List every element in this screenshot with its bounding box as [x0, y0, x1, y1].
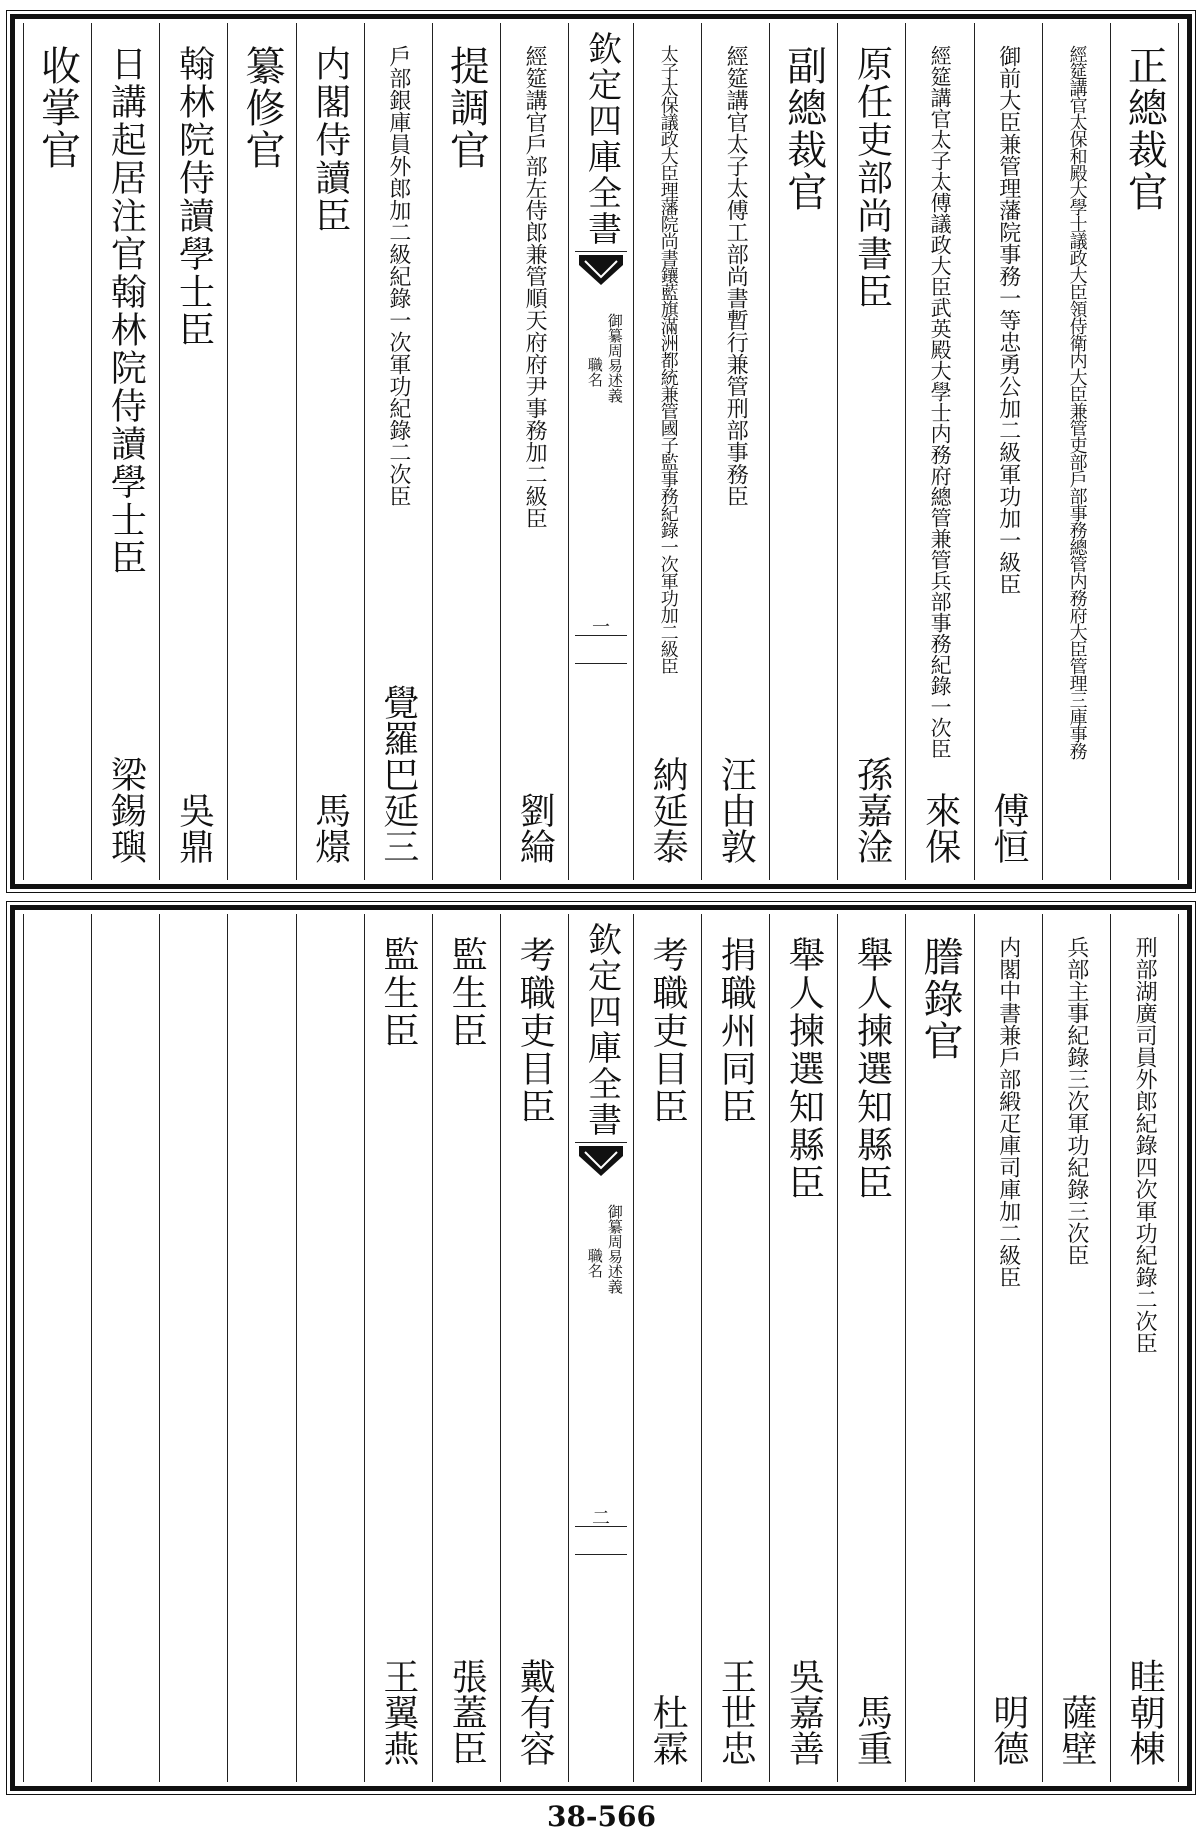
- official-name: 王世忠: [715, 1658, 757, 1766]
- official-name: 納延泰: [647, 756, 689, 864]
- official-title: 内閣中書兼戶部緞疋庫司庫加二級臣: [995, 936, 1021, 1288]
- text-column: [160, 914, 228, 1782]
- official-title: 刑部湖廣司員外郎紀錄四次軍功紀錄二次臣: [1132, 936, 1158, 1354]
- official-title: 捐職州同臣: [715, 936, 757, 1126]
- official-title: 經筵講官太保和殿大學士議政大臣領侍衛内大臣兼管吏部戶部事務總管内務府大臣管理三庫事務: [1066, 45, 1088, 759]
- text-column: [92, 914, 160, 1782]
- text-column: [770, 23, 838, 880]
- official-name: 明德: [987, 1694, 1029, 1766]
- bottom-page-frame: [10, 905, 1192, 1791]
- text-column: [838, 914, 906, 1782]
- official-title: 監生臣: [446, 936, 488, 1050]
- official-title: 舉人揀選知縣臣: [851, 936, 893, 1202]
- official-name: 孫嘉淦: [851, 756, 893, 864]
- official-title: 經筵講官太子太傅工部尚書暫行兼管刑部事務臣: [723, 45, 749, 507]
- text-column: [1043, 23, 1111, 880]
- official-name: 張蓋臣: [446, 1658, 488, 1766]
- top-columns: [23, 23, 1179, 880]
- official-title: 翰林院侍讀學士臣: [173, 45, 215, 349]
- book-title: 欽定四庫全書: [581, 31, 622, 247]
- center-subtitle: 御纂周易述義: [605, 1204, 624, 1294]
- text-column: [1043, 914, 1111, 1782]
- page-number: 38-566: [546, 1800, 657, 1833]
- official-name: 梁錫璵: [105, 756, 147, 864]
- leaf-number: 二: [591, 1508, 610, 1529]
- text-column: [702, 914, 770, 1782]
- official-title: 兵部主事紀錄三次軍功紀錄三次臣: [1063, 936, 1089, 1266]
- book-title: 欽定四庫全書: [581, 922, 622, 1138]
- official-name: 劉綸: [514, 792, 556, 864]
- text-column: [160, 23, 228, 880]
- center-subtitle: 御纂周易述義: [605, 313, 624, 403]
- text-column: [228, 914, 296, 1782]
- text-column: [975, 23, 1043, 880]
- official-name: 傅恒: [987, 792, 1029, 864]
- office-heading: 謄錄官: [917, 936, 963, 1062]
- text-column: [365, 914, 433, 1782]
- official-title: 考職吏目臣: [514, 936, 556, 1126]
- official-title: 原任吏部尚書臣: [851, 45, 893, 311]
- center-section-label: 職名: [585, 357, 604, 387]
- office-heading: 提調官: [443, 45, 490, 171]
- top-page-frame: [10, 14, 1192, 889]
- official-name: 王翼燕: [377, 1658, 419, 1766]
- official-name: 吳嘉善: [783, 1658, 825, 1766]
- official-name: 戴有容: [514, 1658, 556, 1766]
- divider: [575, 1554, 627, 1555]
- text-column: [92, 23, 160, 880]
- center-section-label: 職名: [585, 1248, 604, 1278]
- office-heading: 纂修官: [238, 45, 285, 171]
- official-title: 考職吏目臣: [647, 936, 689, 1126]
- text-column: [975, 914, 1043, 1782]
- text-column: [297, 23, 365, 880]
- official-title: 日講起居注官翰林院侍讀學士臣: [105, 45, 147, 577]
- fishtail-mark-icon: [579, 255, 623, 291]
- text-column: [365, 23, 433, 880]
- text-column: [228, 23, 296, 880]
- text-column: [634, 23, 702, 880]
- official-name: 吳鼎: [173, 792, 215, 864]
- center-fold-column: [569, 23, 634, 880]
- official-title: 御前大臣兼管理藩院事務一等忠勇公加二級軍功加一級臣: [995, 45, 1021, 595]
- divider: [575, 663, 627, 664]
- official-name: 覺羅巴延三: [377, 684, 419, 864]
- text-column: [906, 914, 974, 1782]
- text-column: [501, 23, 569, 880]
- center-fold-column: [569, 914, 634, 1782]
- official-name: 杜霖: [647, 1694, 689, 1766]
- official-title: 舉人揀選知縣臣: [783, 936, 825, 1202]
- bottom-columns: [23, 914, 1179, 1782]
- leaf-number: 一: [591, 617, 610, 638]
- text-column: [433, 23, 501, 880]
- official-name: 薩壁: [1055, 1694, 1097, 1766]
- official-title: 經筵講官太子太傅議政大臣武英殿大學士内務府總管兼管兵部事務紀錄一次臣: [928, 45, 953, 759]
- text-column: [433, 914, 501, 1782]
- text-column: [906, 23, 974, 880]
- text-column: [501, 914, 569, 1782]
- office-heading: 副總裁官: [780, 45, 827, 213]
- text-column: [297, 914, 365, 1782]
- office-heading: 收掌官: [34, 45, 81, 171]
- divider: [575, 1142, 627, 1143]
- text-column: [838, 23, 906, 880]
- official-name: 馬燝: [309, 792, 351, 864]
- text-column: [770, 914, 838, 1782]
- text-column: [702, 23, 770, 880]
- official-name: 來保: [919, 792, 961, 864]
- official-name: 馬重: [851, 1694, 893, 1766]
- official-title: 内閣侍讀臣: [309, 45, 351, 235]
- text-column: [1111, 914, 1179, 1782]
- text-column: [1111, 23, 1179, 880]
- official-title: 經筵講官戶部左侍郎兼管順天府府尹事務加二級臣: [522, 45, 548, 529]
- official-name: 眭朝棟: [1124, 1658, 1166, 1766]
- text-column: [23, 914, 92, 1782]
- official-title: 戶部銀庫員外郎加二級紀錄一次軍功紀錄二次臣: [385, 45, 411, 507]
- office-heading: 正總裁官: [1121, 45, 1168, 213]
- official-title: 監生臣: [377, 936, 419, 1050]
- text-column: [23, 23, 92, 880]
- official-name: 汪由敦: [715, 756, 757, 864]
- text-column: [634, 914, 702, 1782]
- official-title: 太子太保議政大臣理藩院尚書鑲藍旗滿洲都統兼管國子監事務紀錄一次軍功加二級臣: [657, 45, 679, 674]
- fishtail-mark-icon: [579, 1146, 623, 1182]
- divider: [575, 251, 627, 252]
